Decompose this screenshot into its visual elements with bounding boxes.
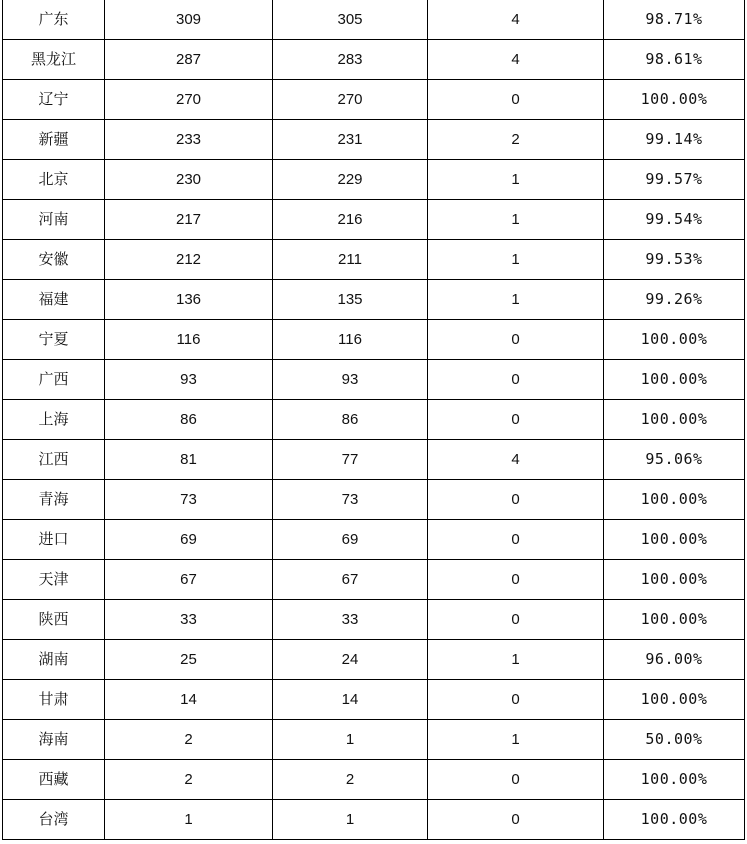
passed-count-cell: 270 <box>273 80 428 120</box>
failed-count-cell: 0 <box>428 360 604 400</box>
table-row <box>3 280 745 320</box>
passed-count-cell: 1 <box>273 720 428 760</box>
passed-count-cell: 305 <box>273 0 428 40</box>
region-cell: 黑龙江 <box>3 40 105 80</box>
table-row <box>3 680 745 720</box>
failed-count-cell: 0 <box>428 520 604 560</box>
table-row <box>3 120 745 160</box>
pass-rate-cell: 100.00% <box>604 360 745 400</box>
failed-count-cell: 1 <box>428 720 604 760</box>
failed-count-cell: 0 <box>428 400 604 440</box>
region-cell: 湖南 <box>3 640 105 680</box>
table-row <box>3 640 745 680</box>
region-cell: 福建 <box>3 280 105 320</box>
region-cell: 进口 <box>3 520 105 560</box>
failed-count-cell: 2 <box>428 120 604 160</box>
passed-count-cell: 67 <box>273 560 428 600</box>
total-count-cell: 233 <box>105 120 273 160</box>
pass-rate-cell: 99.57% <box>604 160 745 200</box>
total-count-cell: 33 <box>105 600 273 640</box>
region-cell: 江西 <box>3 440 105 480</box>
failed-count-cell: 0 <box>428 800 604 840</box>
total-count-cell: 1 <box>105 800 273 840</box>
table-row <box>3 520 745 560</box>
total-count-cell: 217 <box>105 200 273 240</box>
passed-count-cell: 73 <box>273 480 428 520</box>
pass-rate-cell: 98.61% <box>604 40 745 80</box>
total-count-cell: 86 <box>105 400 273 440</box>
passed-count-cell: 24 <box>273 640 428 680</box>
passed-count-cell: 116 <box>273 320 428 360</box>
passed-count-cell: 69 <box>273 520 428 560</box>
region-cell: 上海 <box>3 400 105 440</box>
table-row <box>3 800 745 840</box>
failed-count-cell: 4 <box>428 0 604 40</box>
region-cell: 台湾 <box>3 800 105 840</box>
failed-count-cell: 0 <box>428 560 604 600</box>
pass-rate-cell: 99.14% <box>604 120 745 160</box>
table-row <box>3 480 745 520</box>
table-row <box>3 40 745 80</box>
pass-rate-cell: 98.71% <box>604 0 745 40</box>
region-cell: 安徽 <box>3 240 105 280</box>
pass-rate-cell: 100.00% <box>604 80 745 120</box>
total-count-cell: 287 <box>105 40 273 80</box>
total-count-cell: 73 <box>105 480 273 520</box>
pass-rate-cell: 95.06% <box>604 440 745 480</box>
failed-count-cell: 4 <box>428 440 604 480</box>
total-count-cell: 67 <box>105 560 273 600</box>
region-cell: 海南 <box>3 720 105 760</box>
region-cell: 新疆 <box>3 120 105 160</box>
table-row <box>3 720 745 760</box>
pass-rate-cell: 100.00% <box>604 560 745 600</box>
table-row <box>3 360 745 400</box>
pass-rate-cell: 96.00% <box>604 640 745 680</box>
pass-rate-cell: 100.00% <box>604 800 745 840</box>
pass-rate-cell: 100.00% <box>604 320 745 360</box>
table-row <box>3 760 745 800</box>
total-count-cell: 2 <box>105 760 273 800</box>
table-row <box>3 600 745 640</box>
region-cell: 天津 <box>3 560 105 600</box>
region-cell: 广西 <box>3 360 105 400</box>
passed-count-cell: 231 <box>273 120 428 160</box>
region-stats-table <box>2 0 745 840</box>
failed-count-cell: 1 <box>428 160 604 200</box>
total-count-cell: 25 <box>105 640 273 680</box>
pass-rate-cell: 100.00% <box>604 680 745 720</box>
region-cell: 北京 <box>3 160 105 200</box>
pass-rate-cell: 99.26% <box>604 280 745 320</box>
pass-rate-cell: 50.00% <box>604 720 745 760</box>
failed-count-cell: 0 <box>428 680 604 720</box>
total-count-cell: 136 <box>105 280 273 320</box>
table-row <box>3 320 745 360</box>
passed-count-cell: 93 <box>273 360 428 400</box>
passed-count-cell: 135 <box>273 280 428 320</box>
table-row <box>3 200 745 240</box>
pass-rate-cell: 100.00% <box>604 400 745 440</box>
passed-count-cell: 211 <box>273 240 428 280</box>
region-cell: 青海 <box>3 480 105 520</box>
total-count-cell: 212 <box>105 240 273 280</box>
failed-count-cell: 4 <box>428 40 604 80</box>
table-row <box>3 240 745 280</box>
region-cell: 宁夏 <box>3 320 105 360</box>
table-row <box>3 560 745 600</box>
failed-count-cell: 0 <box>428 80 604 120</box>
failed-count-cell: 1 <box>428 240 604 280</box>
failed-count-cell: 0 <box>428 480 604 520</box>
pass-rate-cell: 100.00% <box>604 520 745 560</box>
total-count-cell: 309 <box>105 0 273 40</box>
pass-rate-cell: 99.54% <box>604 200 745 240</box>
pass-rate-cell: 100.00% <box>604 480 745 520</box>
table-row <box>3 160 745 200</box>
failed-count-cell: 1 <box>428 280 604 320</box>
region-cell: 西藏 <box>3 760 105 800</box>
pass-rate-cell: 100.00% <box>604 600 745 640</box>
passed-count-cell: 33 <box>273 600 428 640</box>
region-cell: 辽宁 <box>3 80 105 120</box>
total-count-cell: 270 <box>105 80 273 120</box>
passed-count-cell: 229 <box>273 160 428 200</box>
table-row <box>3 80 745 120</box>
total-count-cell: 81 <box>105 440 273 480</box>
pass-rate-cell: 100.00% <box>604 760 745 800</box>
total-count-cell: 230 <box>105 160 273 200</box>
total-count-cell: 2 <box>105 720 273 760</box>
total-count-cell: 14 <box>105 680 273 720</box>
passed-count-cell: 283 <box>273 40 428 80</box>
failed-count-cell: 0 <box>428 760 604 800</box>
total-count-cell: 116 <box>105 320 273 360</box>
total-count-cell: 69 <box>105 520 273 560</box>
table-row <box>3 0 745 40</box>
region-cell: 河南 <box>3 200 105 240</box>
pass-rate-cell: 99.53% <box>604 240 745 280</box>
failed-count-cell: 1 <box>428 200 604 240</box>
failed-count-cell: 0 <box>428 320 604 360</box>
passed-count-cell: 1 <box>273 800 428 840</box>
failed-count-cell: 1 <box>428 640 604 680</box>
failed-count-cell: 0 <box>428 600 604 640</box>
passed-count-cell: 86 <box>273 400 428 440</box>
table-row <box>3 440 745 480</box>
passed-count-cell: 77 <box>273 440 428 480</box>
passed-count-cell: 216 <box>273 200 428 240</box>
table-row <box>3 400 745 440</box>
region-cell: 甘肃 <box>3 680 105 720</box>
region-cell: 陕西 <box>3 600 105 640</box>
passed-count-cell: 14 <box>273 680 428 720</box>
passed-count-cell: 2 <box>273 760 428 800</box>
total-count-cell: 93 <box>105 360 273 400</box>
table-body <box>3 0 745 840</box>
region-cell: 广东 <box>3 0 105 40</box>
